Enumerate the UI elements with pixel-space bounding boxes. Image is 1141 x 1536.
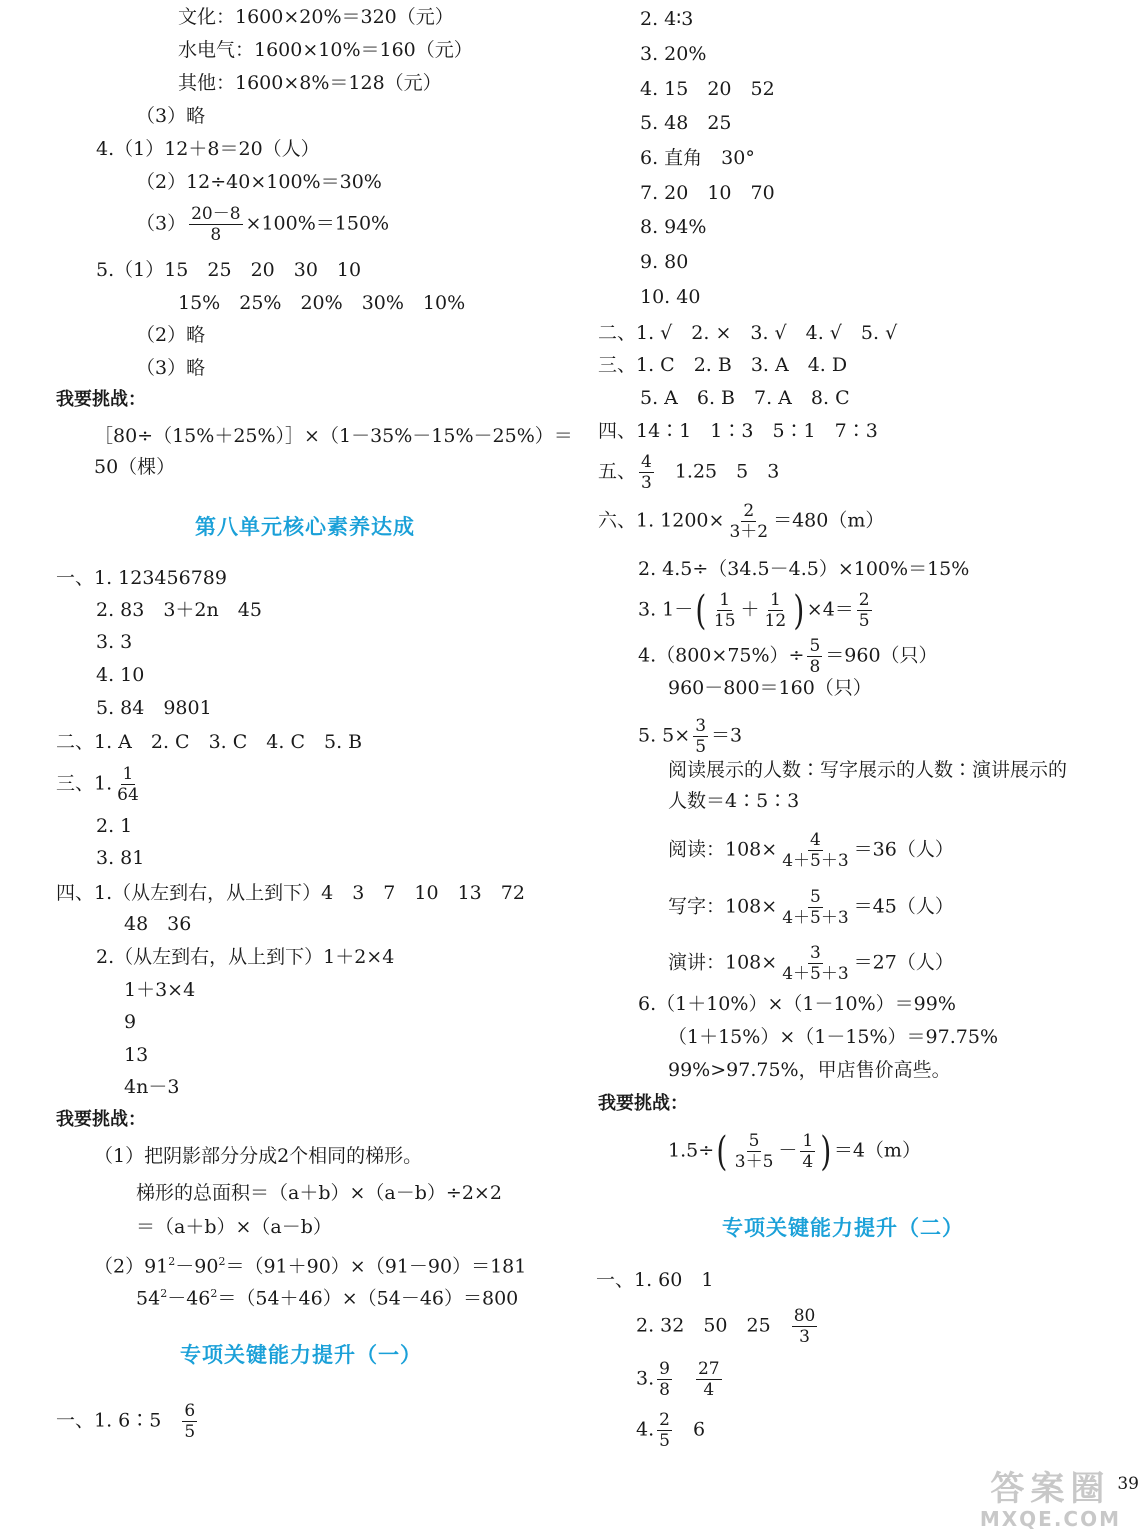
fraction-denominator: 4 <box>802 1152 814 1172</box>
challenge-label: 我要挑战： <box>598 1093 688 1114</box>
line-prefix: 3. <box>636 1367 655 1390</box>
answer-line: 5. A 6. B 7. A 8. C <box>640 387 850 409</box>
answer-line: 阅读展示的人数∶写字展示的人数∶演讲展示的 <box>668 759 1068 781</box>
answer-line: 1＋3×4 <box>124 979 196 1001</box>
answer-line: 5. 84 9801 <box>96 697 212 719</box>
line-suffix: ＝960（只） <box>825 644 938 667</box>
fraction-numerator: 2 <box>858 590 870 610</box>
answer-line: 7. 20 10 70 <box>640 182 775 204</box>
answer-line: 2. 4.5÷（34.5－4.5）×100%＝15% <box>638 558 970 580</box>
answer-line: 8. 94% <box>640 216 707 238</box>
line-prefix: 写字：108× <box>668 895 778 918</box>
fraction <box>182 1401 197 1442</box>
fraction-numerator: 1 <box>122 764 134 784</box>
answer-line: 4. 15 20 52 <box>640 78 775 100</box>
answer-line: 2. 83 3＋2n 45 <box>96 599 262 621</box>
fraction-numerator: 5 <box>809 636 821 656</box>
answer-line: ＝（a＋b）×（a－b） <box>136 1216 332 1238</box>
fraction-denominator: 5 <box>659 1431 670 1451</box>
line-suffix: ＝3 <box>711 724 743 747</box>
answer-line-fraction <box>668 887 954 928</box>
operator: ×4＝ <box>806 598 854 621</box>
challenge-label: 我要挑战： <box>56 1109 146 1130</box>
fraction-denominator: 12 <box>764 611 787 631</box>
line-suffix: ＝36（人） <box>853 838 954 861</box>
answer-line-fraction <box>636 1306 820 1347</box>
section-heading: 第八单元核心素养达成 <box>195 515 415 539</box>
answer-line: 4n－3 <box>124 1076 180 1098</box>
fraction-denominator: 4＋5＋3 <box>782 964 849 984</box>
line-prefix: 六、1. 1200× <box>598 509 725 532</box>
watermark-logo-text: 答案圈 <box>990 1469 1111 1509</box>
operator: － <box>778 1139 798 1162</box>
answer-line: 15% 25% 20% 30% 10% <box>178 292 466 314</box>
answer-line: 9 <box>124 1011 137 1033</box>
fraction-denominator: 4＋5＋3 <box>782 908 849 928</box>
line-prefix: 4. <box>636 1418 655 1441</box>
fraction-denominator: 3 <box>641 473 652 493</box>
line-suffix: ＝4（m） <box>833 1139 921 1162</box>
line-suffix: ＝480（m） <box>773 509 885 532</box>
fraction-numerator: 3 <box>810 943 821 963</box>
fraction <box>693 716 708 757</box>
answer-line: （2）略 <box>136 324 206 346</box>
fraction-denominator: 5 <box>184 1422 196 1442</box>
line-suffix: 1.25 5 3 <box>674 460 780 483</box>
answer-line: 3. 81 <box>96 847 145 869</box>
answer-line: （3）略 <box>136 357 206 379</box>
fraction-denominator: 8 <box>210 225 222 245</box>
answer-line <box>94 1249 526 1279</box>
fraction-numerator: 2 <box>743 501 755 521</box>
fraction <box>800 1131 815 1172</box>
fraction-numerator: 5 <box>748 1131 760 1151</box>
answer-line-fraction <box>638 716 742 757</box>
exponent: 2 <box>168 1255 176 1268</box>
fraction-numerator: 27 <box>697 1359 720 1379</box>
line-suffix: ×100%＝150% <box>245 212 390 235</box>
answer-line-fraction <box>636 1359 725 1400</box>
fraction-denominator: 4＋5＋3 <box>782 851 849 871</box>
fraction <box>657 1359 672 1400</box>
answer-line: 人数＝4∶5∶3 <box>668 790 800 812</box>
fraction-numerator: 80 <box>793 1306 816 1326</box>
answer-line <box>136 1281 518 1311</box>
line-prefix: 2. 32 50 25 <box>636 1314 771 1337</box>
fraction-denominator: 8 <box>659 1380 670 1400</box>
fraction <box>727 501 770 542</box>
line-prefix: 3. 1－ <box>638 598 694 621</box>
exponent: 2 <box>210 1287 218 1300</box>
answer-line: 二、1. √ 2. × 3. √ 4. √ 5. √ <box>598 322 898 344</box>
fraction-numerator: 20－8 <box>191 204 241 224</box>
fraction-denominator: 5 <box>858 611 870 631</box>
answer-line: 四、1.（从左到右，从上到下）4 3 7 10 13 72 <box>56 882 525 904</box>
line-prefix: 三、1. <box>56 772 113 795</box>
answer-line: 3. 20% <box>640 43 707 65</box>
answer-line: 4.（1）12＋8＝20（人） <box>96 138 320 160</box>
line-prefix: 一、1. 6∶5 <box>56 1409 162 1432</box>
answer-line-fraction <box>668 943 954 984</box>
answer-line-fraction <box>56 764 144 805</box>
answer-line: 2. 1 <box>96 815 133 837</box>
answer-line: 13 <box>124 1044 149 1066</box>
exponent: 2 <box>160 1287 168 1300</box>
expr-part: （2）91 <box>94 1255 169 1278</box>
answer-line: 一、1. 60 1 <box>596 1269 714 1291</box>
line-prefix: 阅读：108× <box>668 838 778 861</box>
line-prefix: 演讲：108× <box>668 951 778 974</box>
fraction-numerator: 1 <box>802 1131 814 1151</box>
section-heading: 专项关键能力提升（一） <box>180 1343 422 1367</box>
answer-line-fraction <box>638 636 938 677</box>
fraction-denominator: 64 <box>117 785 139 805</box>
answer-line: 6. 直角 30° <box>640 147 755 169</box>
answer-line-fraction <box>668 830 954 871</box>
expr-part: 54 <box>136 1287 161 1310</box>
fraction-denominator: 4 <box>703 1380 715 1400</box>
line-prefix: 5. 5× <box>638 724 691 747</box>
expr-part: ＝（91＋90）×（91－90）＝181 <box>225 1255 527 1278</box>
fraction-numerator: 1 <box>769 590 781 610</box>
fraction-numerator: 3 <box>695 716 707 736</box>
answer-line: （3）略 <box>136 105 206 127</box>
exponent: 2 <box>218 1255 226 1268</box>
fraction <box>857 590 872 631</box>
fraction-denominator: 15 <box>713 611 736 631</box>
answer-line: 2. 4∶3 <box>640 8 694 30</box>
fraction-numerator: 5 <box>810 887 821 907</box>
fraction <box>807 636 822 677</box>
fraction <box>657 1410 672 1451</box>
fraction <box>763 590 789 631</box>
page-number: 39 <box>1117 1474 1139 1494</box>
fraction <box>780 830 850 871</box>
expr-part: －90 <box>175 1255 219 1278</box>
line-prefix: （3） <box>136 212 187 235</box>
expr-part: －46 <box>167 1287 211 1310</box>
answer-line: 其他：1600×8%＝128（元） <box>178 72 442 94</box>
answer-line-fraction: 1.5÷( $\frac{5}{3+5}$ － $\frac{1}{4}$ ) ＝4（m） <box>668 1128 921 1175</box>
answer-line: 一、1. 123456789 <box>56 567 227 589</box>
fraction-denominator: 5 <box>695 737 707 757</box>
fraction <box>780 943 850 984</box>
fraction-denominator: 3＋2 <box>729 522 769 542</box>
fraction-denominator: 3 <box>799 1327 810 1347</box>
fraction <box>639 452 654 493</box>
answer-line: 6.（1＋10%）×（1－10%）＝99% <box>638 993 956 1015</box>
answer-line: 9. 80 <box>640 251 689 273</box>
answer-line: 50（棵） <box>94 456 176 478</box>
answer-line: 2.（从左到右，从上到下）1＋2×4 <box>96 946 395 968</box>
answer-line: 4. 10 <box>96 664 145 686</box>
answer-line: 四、14∶1 1∶3 5∶1 7∶3 <box>598 420 878 442</box>
answer-line: （1＋15%）×（1－15%）＝97.75% <box>668 1026 999 1048</box>
fraction <box>733 1131 776 1172</box>
operator: ＋ <box>740 598 760 621</box>
expr-part: ＝（54＋46）×（54－46）＝800 <box>217 1287 519 1310</box>
answer-line: 二、1. A 2. C 3. C 4. C 5. B <box>56 731 363 753</box>
fraction <box>792 1306 818 1347</box>
answer-line: ［80÷（15%＋25%）］×（1－35%－15%－25%）＝ <box>94 425 573 447</box>
answer-line: 水电气：1600×10%＝160（元） <box>178 39 473 61</box>
answer-line-fraction <box>598 501 884 542</box>
fraction-numerator: 4 <box>810 830 821 850</box>
answer-line: 三、1. C 2. B 3. A 4. D <box>598 354 848 376</box>
fraction-numerator: 6 <box>184 1401 196 1421</box>
line-suffix: ＝45（人） <box>853 895 954 918</box>
fraction-numerator: 9 <box>659 1359 670 1379</box>
fraction-numerator: 4 <box>641 452 652 472</box>
line-prefix: 1.5÷ <box>668 1139 715 1162</box>
fraction-numerator: 2 <box>659 1410 670 1430</box>
fraction <box>115 764 141 805</box>
fraction-numerator: 1 <box>719 590 731 610</box>
answer-line: 960－800＝160（只） <box>668 677 872 699</box>
challenge-label: 我要挑战： <box>56 389 146 410</box>
answer-line: 3. 3 <box>96 631 133 653</box>
fraction-denominator: 3＋5 <box>734 1152 774 1172</box>
answer-line-fraction <box>636 1410 705 1451</box>
answer-line-fraction: 3. 1－( $\frac{1}{15}$ ＋ $\frac{1}{12}$ ) ×4＝ $\frac{2}{5}$ <box>638 587 870 634</box>
line-prefix: 4.（800×75%）÷ <box>638 644 805 667</box>
fraction <box>696 1359 722 1400</box>
answer-line: 99%>97.75%，甲店售价高些。 <box>668 1059 951 1081</box>
answer-line: 48 36 <box>124 913 192 935</box>
answer-line: 5.（1）15 25 20 30 10 <box>96 259 362 281</box>
answer-line: 梯形的总面积＝（a＋b）×（a－b）÷2×2 <box>136 1182 502 1204</box>
answer-line: 5. 48 25 <box>640 112 732 134</box>
answer-line-fraction <box>598 452 779 493</box>
fraction <box>712 590 738 631</box>
answer-line-fraction <box>56 1401 200 1442</box>
fraction <box>780 887 850 928</box>
line-suffix: ＝27（人） <box>853 951 954 974</box>
watermark-url: MXQE.COM <box>979 1507 1121 1531</box>
fraction <box>189 204 242 245</box>
answer-line: （1）把阴影部分分成2个相同的梯形。 <box>94 1145 423 1167</box>
answer-line: 文化：1600×20%＝320（元） <box>178 6 454 28</box>
site-watermark <box>980 1470 1121 1530</box>
answer-line: 10. 40 <box>640 286 701 308</box>
line-suffix: 6 <box>692 1418 706 1441</box>
line-prefix: 五、 <box>598 460 637 483</box>
fraction-denominator: 8 <box>809 657 821 677</box>
answer-line: （2）12÷40×100%＝30% <box>136 171 382 193</box>
section-heading: 专项关键能力提升（二） <box>722 1216 964 1240</box>
answer-line-fraction <box>136 204 389 245</box>
